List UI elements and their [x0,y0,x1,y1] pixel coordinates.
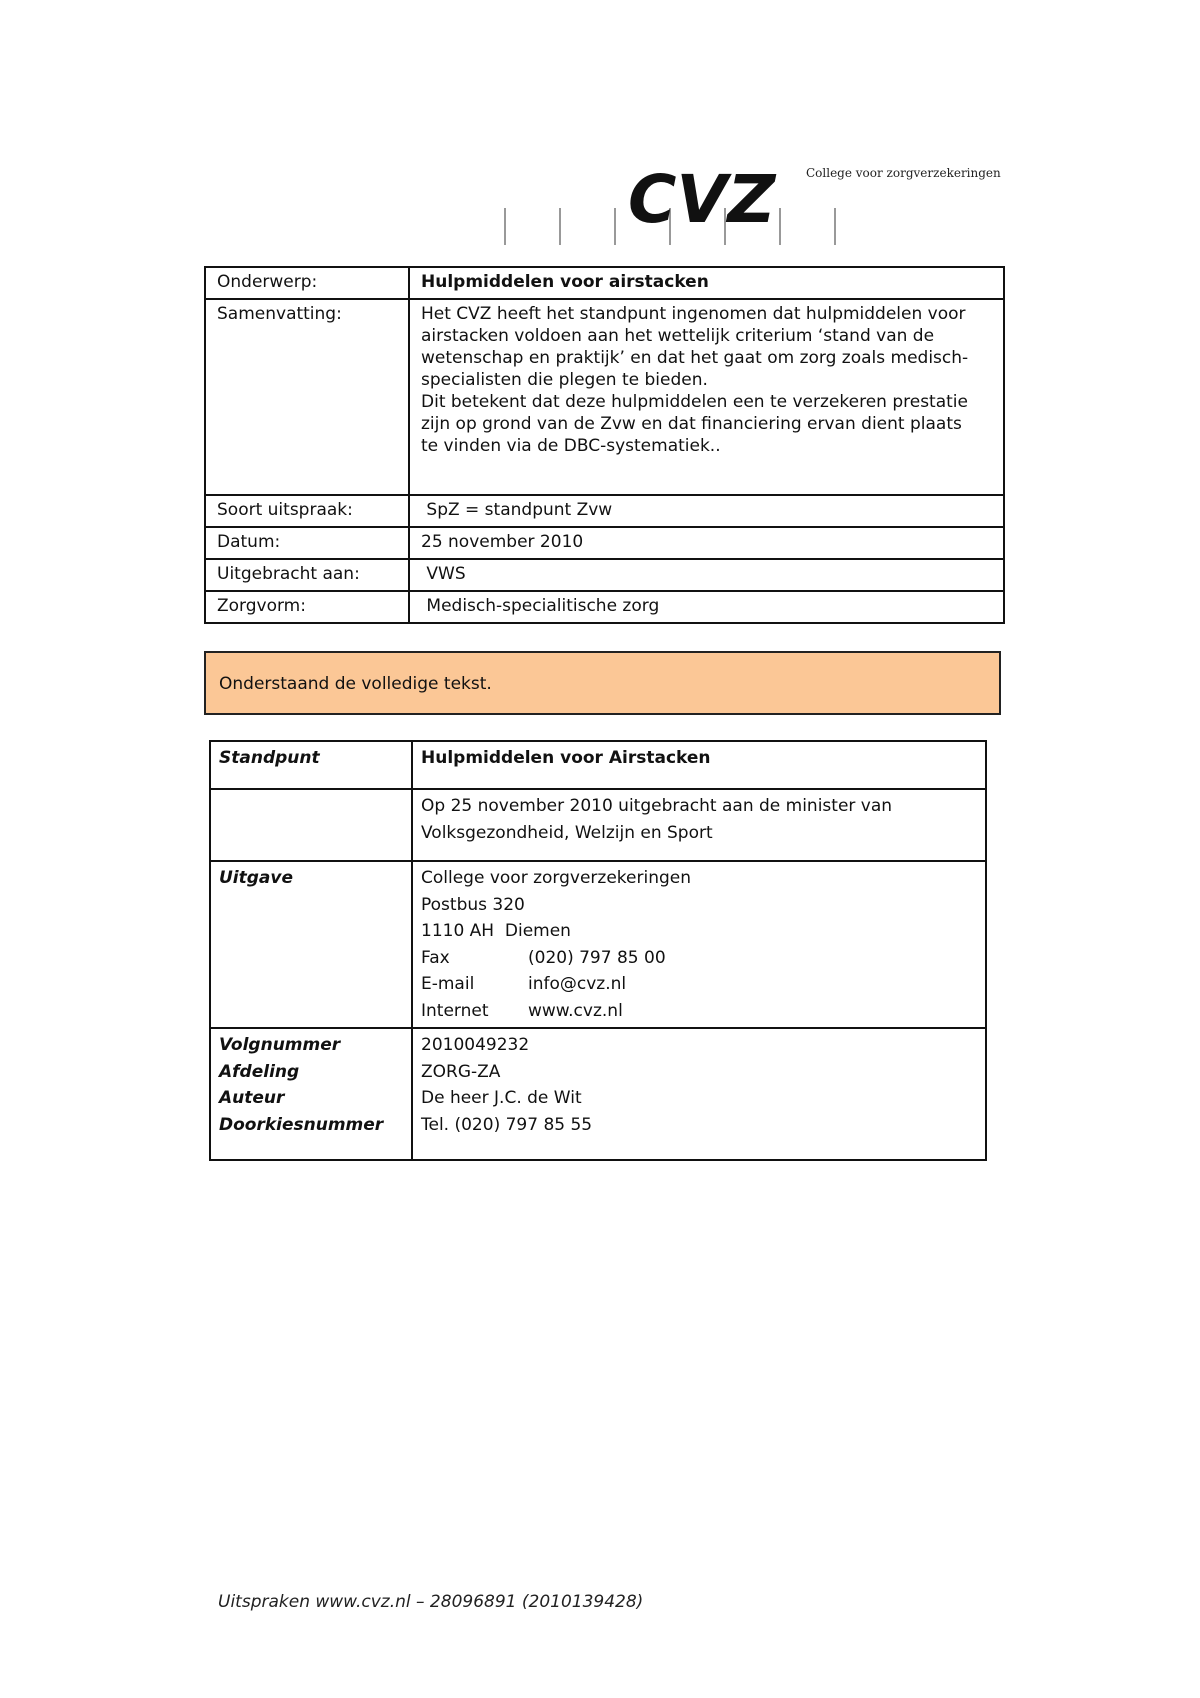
label-volgnummer: Volgnummer [219,1035,341,1055]
value-standpunt: Hulpmiddelen voor Airstacken [412,741,986,789]
value-afdeling: ZORG-ZA [421,1061,501,1082]
label-datum: Datum: [205,527,409,559]
uitgave-line: 1110 AH Diemen [421,921,571,941]
contact-fax [421,945,977,972]
summary-row-samenvatting [205,299,1004,495]
full-text-notice [204,651,1001,715]
logo-text: CVZ [628,161,776,238]
label-standpunt: Standpunt [210,741,412,789]
value-onderwerp: Hulpmiddelen voor airstacken [409,267,1004,299]
details-row-intro [210,789,986,861]
value-intro [412,789,986,861]
summary-row-uitgebracht [205,559,1004,591]
summary-row-onderwerp [205,267,1004,299]
intro-line: Op 25 november 2010 uitgebracht aan de minister van [421,796,893,816]
contact-value: www.cvz.nl [528,1000,623,1021]
meta-values [412,1028,986,1160]
contact-internet [421,998,977,1025]
label-doorkiesnummer: Doorkiesnummer [219,1114,384,1135]
summary-line: zijn op grond van de Zvw en dat financiering ervan dient plaats [421,414,962,434]
value-zorgvorm: Medisch-specialitische zorg [409,591,1004,623]
label-uitgave: Uitgave [210,861,412,1028]
contact-email [421,971,977,998]
contact-key: Internet [421,1000,489,1021]
label-zorgvorm: Zorgvorm: [205,591,409,623]
label-auteur: Auteur [219,1088,285,1108]
summary-line: specialisten die plegen te bieden. [421,370,708,390]
label-afdeling: Afdeling [219,1061,300,1082]
uitgave-line: College voor zorgverzekeringen [421,868,691,888]
summary-row-datum [205,527,1004,559]
value-samenvatting [409,299,1004,495]
details-row-meta [210,1028,986,1160]
label-empty [210,789,412,861]
details-row-standpunt [210,741,986,789]
label-onderwerp: Onderwerp: [205,267,409,299]
summary-row-soort [205,495,1004,527]
value-auteur: De heer J.C. de Wit [421,1088,582,1108]
logo-tagline: College voor zorgverzekeringen [806,166,1001,180]
label-soort-uitspraak: Soort uitspraak: [205,495,409,527]
value-doorkiesnummer: Tel. (020) 797 85 55 [421,1114,593,1135]
summary-line: te vinden via de DBC-systematiek.. [421,436,721,456]
summary-table [204,266,1005,624]
meta-labels [210,1028,412,1160]
uitgave-line: Postbus 320 [421,894,525,915]
intro-line: Volksgezondheid, Welzijn en Sport [421,822,713,843]
summary-line: airstacken voldoen aan het wettelijk criterium ‘stand van de [421,326,935,346]
page-footer: Uitspraken www.cvz.nl – 28096891 (2010139428) [218,1592,644,1612]
summary-line: Dit betekent dat deze hulpmiddelen een te verzekeren prestatie [421,392,968,412]
value-soort-uitspraak: SpZ = standpunt Zvw [409,495,1004,527]
contact-value: info@cvz.nl [528,974,627,994]
label-samenvatting: Samenvatting: [205,299,409,495]
summary-line: wetenschap en praktijk’ en dat het gaat om zorg zoals medisch- [421,348,969,368]
details-row-uitgave [210,861,986,1028]
label-uitgebracht-aan: Uitgebracht aan: [205,559,409,591]
summary-row-zorgvorm [205,591,1004,623]
value-uitgebracht-aan: VWS [409,559,1004,591]
details-table [209,740,987,1161]
contact-key: Fax [421,947,450,968]
value-volgnummer: 2010049232 [421,1035,530,1055]
contact-value: (020) 797 85 00 [528,947,666,968]
summary-line: Het CVZ heeft het standpunt ingenomen dat hulpmiddelen voor [421,304,966,324]
notice-text: Onderstaand de volledige tekst. [219,674,492,694]
value-datum: 25 november 2010 [409,527,1004,559]
value-uitgave [412,861,986,1028]
contact-key: E-mail [421,974,475,994]
